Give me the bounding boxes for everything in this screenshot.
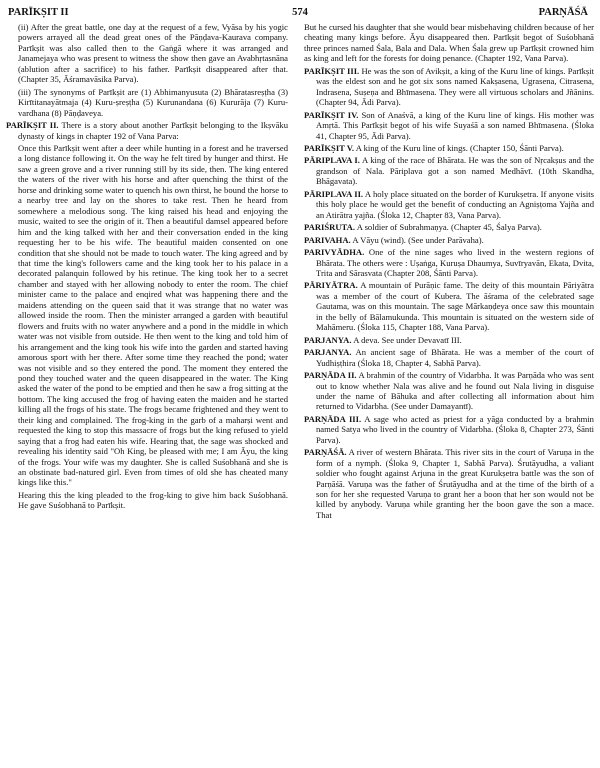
- entry: [304, 66, 594, 108]
- entry-headword: PĀRIYĀTRA.: [304, 280, 358, 291]
- entry-text: Son of Anaśvā, a king of the Kuru line of kings. His mother was Amṛtā. This Parīkṣit begot of his wife Suyaśā a son named Bhīmasena. (Śloka 41, Chapter 95, Ādi Parva).: [316, 109, 594, 141]
- entry-headword: PARĪKṢIT V.: [304, 142, 354, 153]
- entry-headword: PARṆĀDA II.: [304, 370, 357, 381]
- entry-headword: PARJANYA.: [304, 334, 352, 345]
- entry: [304, 280, 594, 332]
- entry-text: An ancient sage of Bhārata. He was a member of the court of Yudhiṣṭhira (Śloka 18, Chapter 4, Sabhā Parva).: [316, 347, 594, 368]
- entry: [304, 247, 594, 278]
- entry-text: One of the nine sages who lived in the western regions of Bhārata. The others were : Uṣaṅga, Kuruṣa Dhaumya, Suvīryavān, Ekata, Dvita, Trita and Sārasvata (Chapter 208, Śānti Parva).: [316, 247, 594, 278]
- entry-text: A king of the Kuru line of kings. (Chapter 150, Śānti Parva).: [355, 142, 564, 153]
- entry-text: There is a story about another Parīkṣit belonging to the Ikṣvāku dynasty of kings in chapter 192 of Vana Parva:: [18, 120, 288, 141]
- entry-text: He was the son of Avikṣit, a king of the Kuru line of kings. Parīkṣit was the eldest son and he got six sons named Kakṣasena, Ugrasena, Citrasena, Indrasena, Suṣeṇa and Bhīmasena. They were all virtuous scholars and Jñānins. (Chapter 94, Ādi Parva).: [316, 65, 594, 108]
- paragraph: Hearing this the king pleaded to the frog-king to give him back Suśobhanā. He gave Suśobhanā to Parīkṣit.: [18, 489, 288, 511]
- entry: [304, 222, 594, 232]
- right-column: [304, 22, 594, 764]
- entry-headword: PARIŚRUTA.: [304, 222, 356, 233]
- entry-text: A king of the race of Bhārata. He was the son of Nṛcakṣus and the grandson of Nala. Pāriplava got a son named Medhāvī. (10th Skandha, Bhāgavata).: [316, 155, 594, 187]
- entry: [304, 189, 594, 220]
- page-number: 574: [292, 7, 308, 18]
- page-header: [0, 6, 600, 20]
- paragraph: Once this Parīkṣit went after a deer while hunting in a forest and he traversed a long distance following it. On the way he felt tired by hunger and thirst. He saw a green grove and a river running still by its side, then. The king entered the waters of the river with his horse and after quenching the thirst of the horse and drinking some water to quench his own thirst, he bound the horse to a nearby tree and lay on the shores to take rest. Then he heard from somewhere a melodious song. The king raised his head and enjoying the music, waited to see the origin of it. Then a beautiful damsel appeared before him and the king talked with her and their conversation ended in the king requesting her to be his wife. The beautiful maiden consented on one condition that she should not be made to touch water. The king agreed and by that time the king's followers came and the king took her to his palace in a decorated palanquin followed by his retinue. The king took her to a secret chamber and stayed with her allowing nobody to enter the room. The chief minister came to the palace and enqired what was happening there and the maidens attending on the queen said that it was strange that no water was allowed inside the room. Then the minister arranged a garden with beautiful flowers and fruits with no water anywhere and a pond in the middle in which water was not visible from outside. He then went to the king and told him of his arrangement and the king took his wife into the garden and started having amorous sport with her there. After some time they reached the pond; water was not visible and so they entered the pond. The moment they entered the pond they touched water and the queen disappeared in the water. The King asked the water of the pond to be emptied and then he saw a frog sitting at the bottom. The king accused the frog of having eaten the maiden and he started killing all the frogs of his state. The frogs became frightened and they went to their king and complained. The frog-king in the garb of a maharṣi went and requested the king to stop this massacre of frogs but the king refused to yield saying that a frog had eaten his wife. Hearing that, the sage was shocked and revealing his identity said "Oh King, be pleased with me; I am Āyu, the king of the frogs. Your wife was my daughter. She is called Suśobhanā and she is an obstinate bad-natured girl. Even from times of old she has cheated many kings like this.": [18, 142, 288, 488]
- entry: [304, 347, 594, 368]
- entry-headword: PARJANYA.: [304, 347, 352, 358]
- entry-headword: PĀRIPLAVA I.: [304, 155, 360, 166]
- header-left-entry: PARĪKṢIT II: [8, 7, 69, 18]
- entry: [304, 235, 594, 245]
- entry: [304, 155, 594, 186]
- entry: [304, 143, 594, 153]
- entry: [304, 110, 594, 141]
- entry-headword: PARĪKṢIT IV.: [304, 109, 359, 120]
- entry-text: A deva. See under Devavatī III.: [353, 334, 462, 345]
- entry: [304, 447, 594, 520]
- paragraph: (ii) After the great battle, one day at the request of a few, Vyāsa by his yogic powers arrayed all the dead great ones of the Pāṇḍava-Kaurava company. Parīkṣit was also called then to the Gaṅgā where it was arranged and Janamejaya who was present to witness the show then gave an Avabhṛtasnāna (ablution after a sacrifice) to his father. Parīkṣit disappeared after that. (Chapter 35, Āśramavāsika Parva).: [18, 22, 288, 85]
- header-right-entry: PARṆĀŚĀ: [538, 7, 588, 18]
- entry-text: A soldier of Subrahmaṇya. (Chapter 45, Śalya Parva).: [356, 222, 542, 233]
- paragraph: (iii) The synonyms of Parīkṣit are (1) Abhimanyusuta (2) Bhāratasreṣṭha (3) Kirītitanayātmaja (4) Kuru-ṣreṣṭha (5) Kurunandana (6) Kururāja (7) Kuru-vardhana (8) Pāṇḍaveya.: [18, 86, 288, 118]
- entry-text: A sage who acted as priest for a yāga conducted by a brahmin named Satya who lived in the country of Vidarbha. (Śloka 8, Chapter 273, Śānti Parva).: [316, 413, 594, 445]
- entry-headword: PARĪKṢIT III.: [304, 65, 360, 76]
- entry-text: A river of western Bhārata. This river sits in the court of Varuṇa in the form of a nymph. (Śloka 9, Chapter 1, Sabhā Parva). Śrutāyudha, a valiant soldier who fought against Arjuna in the great Kurukṣetra battle was the son of Parṇāśā. Varuṇa was the father of Śrutāyudha and at the time of the birth of a son for her she requested Varuṇa to grant her a boon that her son would not be killed by anybody. Varuṇa while granting her the boon gave the son a mace. That: [316, 447, 594, 520]
- entry-headword: PARṆĀŚĀ.: [304, 447, 347, 458]
- entry: [304, 370, 594, 412]
- entry: [304, 335, 594, 345]
- entry-headword: PARIVAHA.: [304, 234, 351, 245]
- paragraph: But he cursed his daughter that she would bear misbehaving children because of her cheating many kings before. Āyu disappeared then. Parīkṣit begot of Suśobhanā three princes named Śala, Bala and Dala. When Śala grew up Parīkṣit crowned him as king and left for the forests for doing penance. (Chapter 192, Vana Parva).: [304, 22, 594, 64]
- entry-headword: PARĪKṢIT II.: [6, 120, 59, 131]
- entry-headword: PARIVYĀDHA.: [304, 247, 365, 258]
- entry: [6, 120, 288, 141]
- entry-headword: PĀRIPLAVA II.: [304, 188, 364, 199]
- entry-text: A mountain of Purāṇic fame. The deity of this mountain Pāriyātra was a member of the court of Kubera. The āśrama of the celebrated sage Gautama, was on this mountain. The sage Mārkaṇḍeya once saw this mountain in the belly of Bālamukunda. This mountain is situated on the western side of Mahāmeru. (Śloka 115, Chapter 188, Vana Parva).: [316, 280, 594, 333]
- left-column: [6, 22, 288, 764]
- entry: [304, 414, 594, 445]
- entry-text: A Vāyu (wind). (See under Parāvaha).: [352, 234, 484, 245]
- entry-headword: PARṆĀDA III.: [304, 413, 362, 424]
- entry-text: A brahmin of the country of Vidarbha. It was Parṇāda who was sent out to know whether Nala was alive and he found out Nala living in disguise under the name of Bāhuka and after collecting all information about him returned to Vidarbha. (See under Damayantī).: [316, 370, 594, 412]
- entry-text: A holy place situated on the border of Kurukṣetra. If anyone visits this holy place he would get the benefit of conducting an Agniṣṭoma Yajña and an Atirātra yajña. (Śloka 12, Chapter 83, Vana Parva).: [316, 188, 594, 220]
